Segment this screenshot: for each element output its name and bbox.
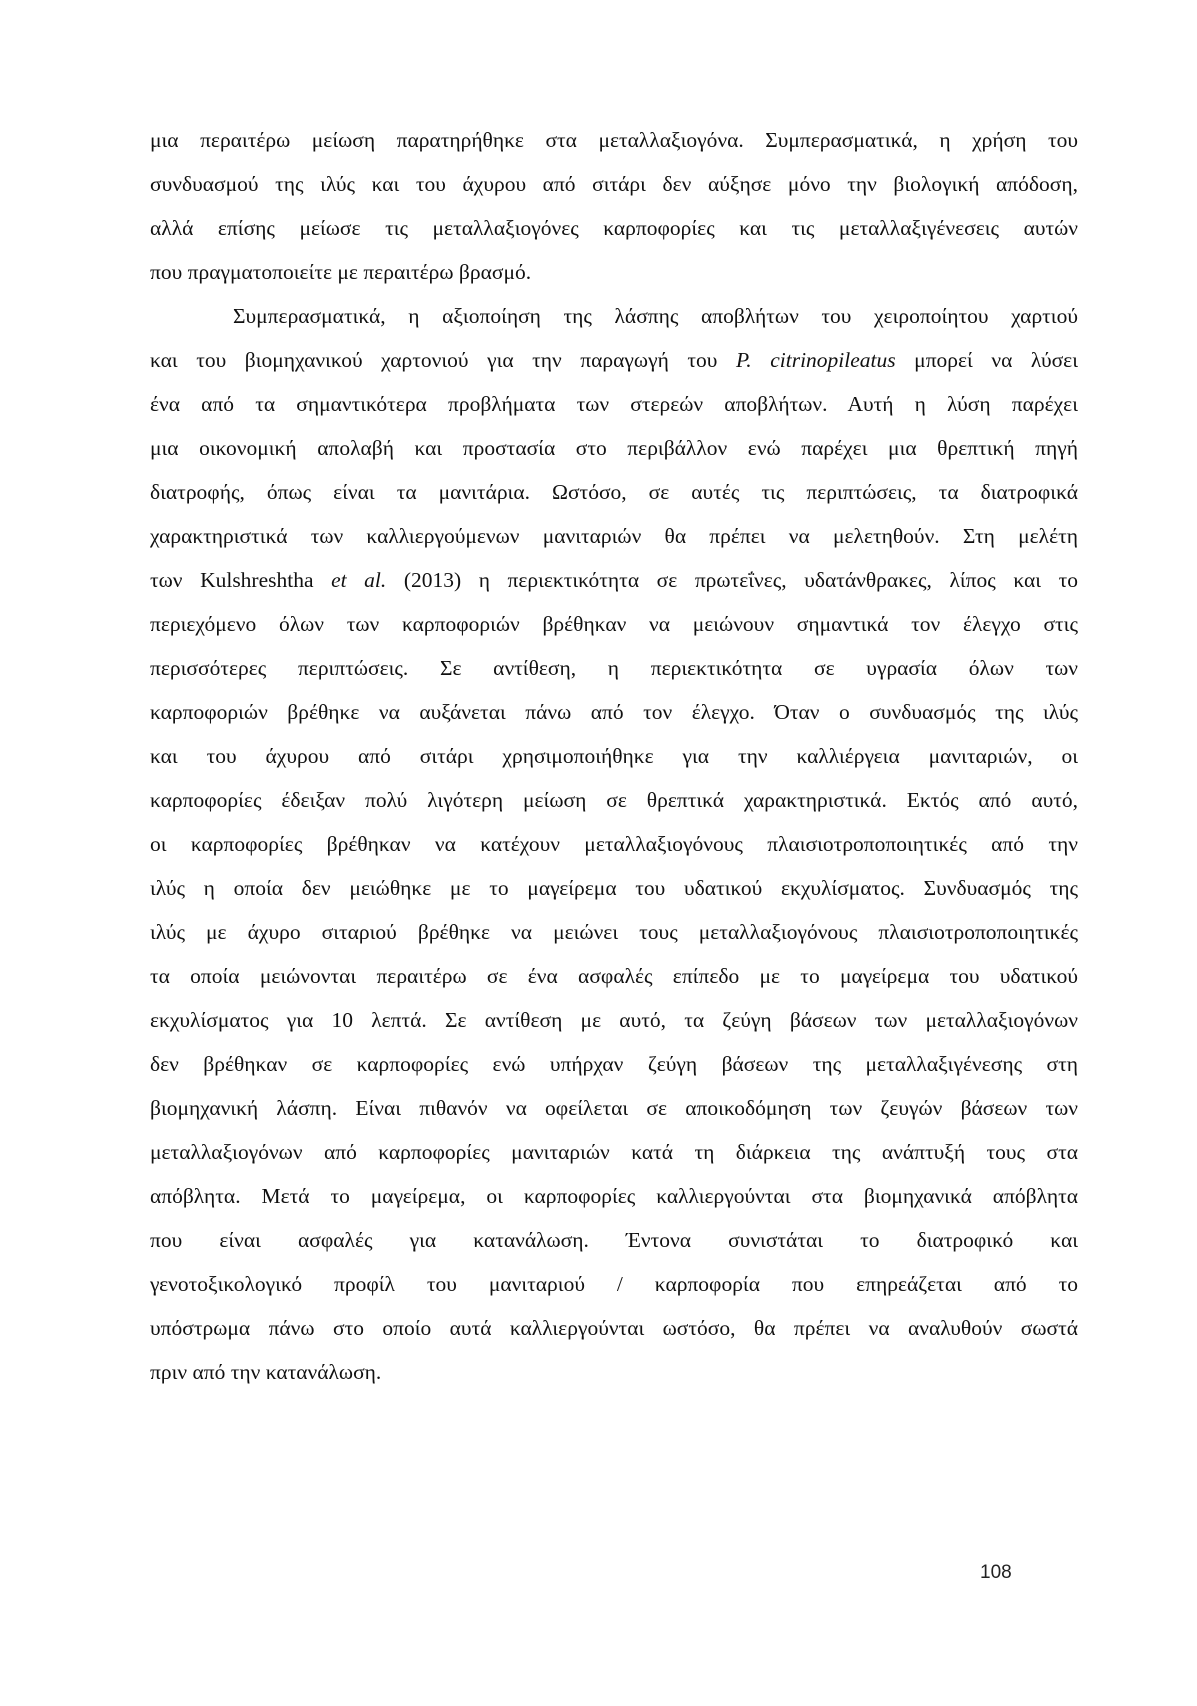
paragraph2-line-13: οι καρποφορίες βρέθηκαν να κατέχουν μεταλλαξιογόνους πλαισιοτροποποιητικές από την xyxy=(150,832,1078,856)
paragraph2-line-15: ιλύς με άχυρο σιταριού βρέθηκε να μειώνει τους μεταλλαξιογόνους πλαισιοτροποποιητικές xyxy=(150,920,1078,944)
paragraph2-line-10: καρποφοριών βρέθηκε να αυξάνεται πάνω από τον έλεγχο. Όταν ο συνδυασμός της ιλύς xyxy=(150,700,1078,724)
paragraph2-line-19: βιομηχανική λάσπη. Είναι πιθανόν να οφείλεται σε αποικοδόμηση των ζευγών βάσεων των xyxy=(150,1096,1078,1120)
paragraph2-line-7 xyxy=(150,566,1078,594)
paragraph1-line-1: μια περαιτέρω μείωση παρατηρήθηκε στα μεταλλαξιογόνα. Συμπερασματικά, η χρήση του xyxy=(150,128,1078,152)
paragraph2-line-25: πριν από την κατανάλωση. xyxy=(150,1360,382,1384)
paragraph2-line-21: απόβλητα. Μετά το μαγείρεμα, οι καρποφορίες καλλιεργούνται στα βιομηχανικά απόβλητα xyxy=(150,1184,1078,1208)
paragraph1-line-4: που πραγματοποιείτε με περαιτέρω βρασμό. xyxy=(150,260,532,284)
paragraph2-line-14: ιλύς η οποία δεν μειώθηκε με το μαγείρεμα του υδατικού εκχυλίσματος. Συνδυασμός της xyxy=(150,876,1078,900)
paragraph2-line-7-end: (2013) η περιεκτικότητα σε πρωτεΐνες, υδατάνθρακες, λίπος και το xyxy=(386,568,1078,592)
et-al-citation: et al. xyxy=(331,568,387,592)
paragraph2-line-16: τα οποία μειώνονται περαιτέρω σε ένα ασφαλές επίπεδο με το μαγείρεμα του υδατικού xyxy=(150,964,1078,988)
paragraph2-line-22: που είναι ασφαλές για κατανάλωση. Έντονα συνιστάται το διατροφικό και xyxy=(150,1228,1078,1252)
paragraph2-line-24: υπόστρωμα πάνω στο οποίο αυτά καλλιεργούνται ωστόσο, θα πρέπει να αναλυθούν σωστά xyxy=(150,1316,1078,1340)
paragraph2-line-7-start: των Kulshreshtha xyxy=(150,568,332,592)
paragraph2-line-8: περιεχόμενο όλων των καρποφοριών βρέθηκαν να μειώνουν σημαντικά τον έλεγχο στις xyxy=(150,612,1078,636)
paragraph2-line-11: και του άχυρου από σιτάρι χρησιμοποιήθηκε για την καλλιέργεια μανιταριών, οι xyxy=(150,744,1078,768)
paragraph2-line-17: εκχυλίσματος για 10 λεπτά. Σε αντίθεση με αυτό, τα ζεύγη βάσεων των μεταλλαξιογόνων xyxy=(150,1008,1078,1032)
species-name: P. citrinopileatus xyxy=(735,348,896,372)
paragraph2-line-5: διατροφής, όπως είναι τα μανιτάρια. Ωστόσο, σε αυτές τις περιπτώσεις, τα διατροφικά xyxy=(150,480,1078,504)
paragraph2-line-23: γενοτοξικολογικό προφίλ του μανιταριού / καρποφορία που επηρεάζεται από το xyxy=(150,1272,1078,1296)
page-number: 108 xyxy=(980,1562,1012,1583)
paragraph2-line-4: μια οικονομική απολαβή και προστασία στο περιβάλλον ενώ παρέχει μια θρεπτική πηγή xyxy=(150,436,1078,460)
paragraph2-line-20: μεταλλαξιογόνων από καρποφορίες μανιταριών κατά τη διάρκεια της ανάπτυξή τους στα xyxy=(150,1140,1078,1164)
paragraph2-line-18: δεν βρέθηκαν σε καρποφορίες ενώ υπήρχαν ζεύγη βάσεων της μεταλλαξιγένεσης στη xyxy=(150,1052,1078,1076)
paragraph2-line-3: ένα από τα σημαντικότερα προβλήματα των στερεών αποβλήτων. Αυτή η λύση παρέχει xyxy=(150,392,1078,416)
paragraph1-line-2: συνδυασμού της ιλύς και του άχυρου από σιτάρι δεν αύξησε μόνο την βιολογική απόδοση, xyxy=(150,172,1078,196)
paragraph2-line-6: χαρακτηριστικά των καλλιεργούμενων μανιταριών θα πρέπει να μελετηθούν. Στη μελέτη xyxy=(150,524,1078,548)
paragraph2-line-9: περισσότερες περιπτώσεις. Σε αντίθεση, η περιεκτικότητα σε υγρασία όλων των xyxy=(150,656,1078,680)
paragraph2-line-2 xyxy=(150,346,1078,374)
paragraph2-line-1: Συμπερασματικά, η αξιοποίηση της λάσπης αποβλήτων του χειροποίητου χαρτιού xyxy=(233,304,1078,328)
paragraph2-line-2-end: μπορεί να λύσει xyxy=(895,348,1078,372)
paragraph1-line-3: αλλά επίσης μείωσε τις μεταλλαξιογόνες καρποφορίες και τις μεταλλαξιγένεσεις αυτών xyxy=(150,216,1078,240)
paragraph2-line-2-start: και του βιομηχανικού χαρτονιού για την παραγωγή του xyxy=(150,348,736,372)
paragraph2-line-12: καρποφορίες έδειξαν πολύ λιγότερη μείωση σε θρεπτικά χαρακτηριστικά. Εκτός από αυτό, xyxy=(150,788,1078,812)
